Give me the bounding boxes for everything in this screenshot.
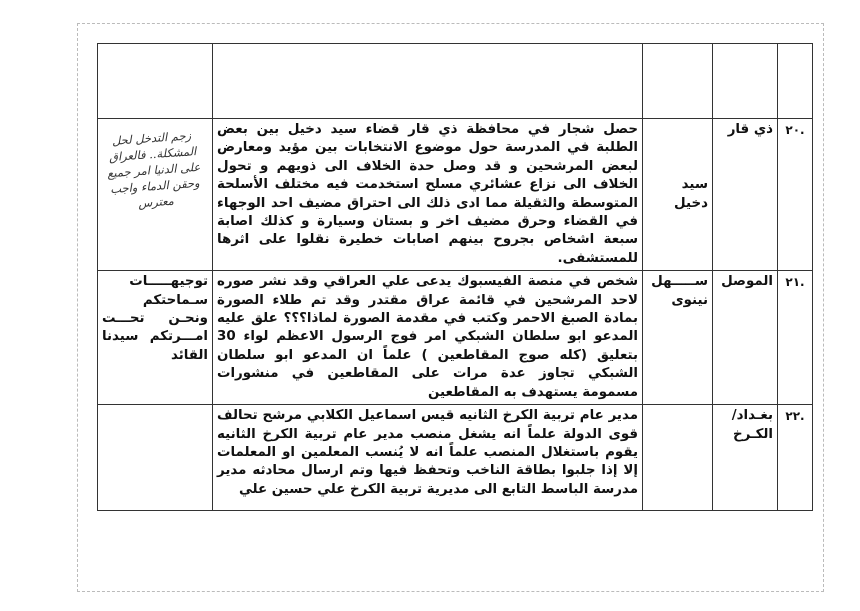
table-row — [98, 271, 813, 405]
table-row — [98, 119, 813, 271]
description-cell: حصل شجار في محافظة ذي قار قضاء سيد دخيل بين بعض الطلبة في المدرسة حول موضوع الانتخابات بين مؤيد ومعارض لبعض المرشحين و قد وصل حدة الخلاف الى ذويهم و تحول الخلاف الى نزاع عشائري مسلح استخدمت فيه مختلف الأسلحة المتوسطة والثقيلة مما ادى ذلك الى احتراق مضيف احد الوجهاء في القضاء وحرق مضيف اخر و بستان وسيارة و كذلك اصابة سبعة اشخاص بجروح بينهم اصابات خطيرة نقلوا على اثرها للمستشفى. — [213, 119, 643, 271]
number-cell — [778, 44, 813, 119]
subregion-cell: ســـــهل نينوى — [643, 271, 713, 405]
region-cell: الموصل — [713, 271, 778, 405]
region-cell: ذي قار — [713, 119, 778, 271]
subregion-cell — [643, 44, 713, 119]
notes-cell: توجيهـــــات سـماحتكم ونحـن تحـــت امـــرتكم سيدنا القائد — [98, 271, 213, 405]
region-cell: بغـداد/الكـرخ — [713, 405, 778, 511]
region-cell — [713, 44, 778, 119]
number-cell: .٢١ — [778, 271, 813, 405]
number-cell: .٢٢ — [778, 405, 813, 511]
table-row — [98, 405, 813, 511]
notes-cell — [98, 44, 213, 119]
subregion-cell — [643, 405, 713, 511]
incidents-table — [97, 43, 813, 511]
subregion-cell: سيد دخيل — [643, 119, 713, 271]
handwritten-note: زجم التدخل لحل المشكلة.. فالعراق على الدنيا امر جميع وحقن الدماء واجب معترس — [92, 115, 217, 275]
description-cell: شخص في منصة الفيسبوك يدعى علي العراقي وقد نشر صوره لاحد المرشحين في قائمة عراق مقتدر وقد تم طلاء الصورة بمادة الصبغ الاحمر وكتب في مقدمة الصورة لماذا؟؟؟ علق عليه المدعو ابو سلطان الشبكي امر فوج الرسول الاعظم لواء 30 بتعليق (كله صوج المقاطعين ) علماً ان المدعو ابو سلطان الشبكي تجاوز عدة مرات على المقاطعين في منشورات مسمومة يستهدف به المقاطعين — [213, 271, 643, 405]
table-row — [98, 44, 813, 119]
description-cell: مدير عام تربية الكرخ الثانيه قيس اسماعيل الكلابي مرشح تحالف قوى الدولة علماً انه يشغل منصب مدير عام تربية الكرخ الثانيه يقوم باستغلال المنصب علماً انه لا يُنسب المعلمين او المعلمات إلا إذا جلبوا بطاقة الناخب وتحفظ فيها وتم ارسال محادثه مدير مدرسة الباسط التابع الى مديرية تربية الكرخ علي حسين علي — [213, 405, 643, 511]
number-cell: .٢٠ — [778, 119, 813, 271]
notes-cell — [98, 405, 213, 511]
description-cell — [213, 44, 643, 119]
